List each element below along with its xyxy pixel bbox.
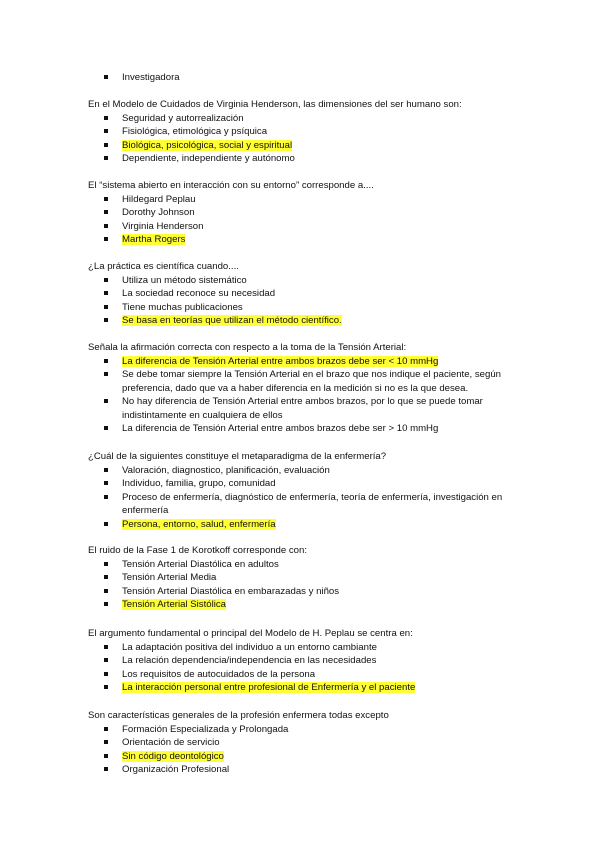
bullet-icon xyxy=(104,602,108,606)
list-item xyxy=(104,152,522,166)
option-list xyxy=(0,641,599,695)
bullet-icon xyxy=(104,522,108,526)
list-item xyxy=(104,220,522,234)
list-item xyxy=(104,464,522,478)
list-item xyxy=(104,395,522,422)
option-list xyxy=(0,112,599,166)
option-text-highlighted: Biológica, psicológica, social y espiritual xyxy=(122,139,293,151)
option-list xyxy=(0,464,599,532)
list-item xyxy=(104,125,522,139)
option-text: Hildegard Peplau xyxy=(122,193,196,205)
intro-list xyxy=(0,71,599,85)
option-text: Los requisitos de autocuidados de la persona xyxy=(122,668,316,680)
question-text: El ruido de la Fase 1 de Korotkoff corresponde con: xyxy=(88,545,308,556)
bullet-icon xyxy=(104,372,108,376)
bullet-icon xyxy=(104,399,108,403)
question-text: El “sistema abierto en interacción con su entorno” corresponde a.... xyxy=(88,180,374,191)
list-item xyxy=(104,681,522,695)
bullet-icon xyxy=(104,740,108,744)
bullet-icon xyxy=(104,754,108,758)
bullet-icon xyxy=(104,468,108,472)
bullet-icon xyxy=(104,291,108,295)
option-list xyxy=(0,723,599,777)
option-text: Utiliza un método sistemático xyxy=(122,274,247,286)
list-item xyxy=(104,206,522,220)
bullet-icon xyxy=(104,645,108,649)
list-item xyxy=(104,314,522,328)
option-text-highlighted: Tensión Arterial Sistólica xyxy=(122,599,226,610)
list-item xyxy=(104,287,522,301)
list-item xyxy=(104,723,522,737)
option-list xyxy=(0,558,599,612)
list-item xyxy=(104,477,522,491)
option-text: Se debe tomar siempre la Tensión Arterial en el brazo que nos indique el paciente, según preferencia, dado que va a haber diferencia en la medición si no es la que desea. xyxy=(122,369,502,394)
bullet-icon xyxy=(104,575,108,579)
bullet-icon xyxy=(104,767,108,771)
question-block-2 xyxy=(0,179,599,247)
option-text-highlighted: Martha Rogers xyxy=(122,234,186,245)
option-text-highlighted: Persona, entorno, salud, enfermería xyxy=(122,518,276,530)
question-block-1 xyxy=(0,98,599,166)
option-text: La sociedad reconoce su necesidad xyxy=(122,288,276,299)
option-text: Organización Profesional xyxy=(122,764,230,775)
bullet-icon xyxy=(104,727,108,731)
option-text-highlighted: Se basa en teorías que utilizan el método científico. xyxy=(122,315,342,326)
list-item xyxy=(104,736,522,750)
bullet-icon xyxy=(104,129,108,133)
bullet-icon xyxy=(104,116,108,120)
bullet-icon xyxy=(104,318,108,322)
question-text: El argumento fundamental o principal del Modelo de H. Peplau se centra en: xyxy=(88,628,413,639)
option-list xyxy=(0,193,599,247)
list-item xyxy=(104,585,522,599)
option-text: Investigadora xyxy=(122,72,180,83)
bullet-icon xyxy=(104,305,108,309)
list-item xyxy=(104,193,522,207)
list-item xyxy=(104,274,522,288)
option-text: La adaptación positiva del individuo a un entorno cambiante xyxy=(122,641,377,653)
option-text: Valoración, diagnostico, planificación, evaluación xyxy=(122,464,330,476)
bullet-icon xyxy=(104,481,108,485)
bullet-icon xyxy=(104,359,108,363)
question-block-7 xyxy=(0,627,599,695)
bullet-icon xyxy=(104,658,108,662)
option-text: Fisiológica, etimológica y psíquica xyxy=(122,126,268,137)
option-text: Virginia Henderson xyxy=(122,220,204,232)
list-item xyxy=(104,518,522,532)
option-text: Orientación de servicio xyxy=(122,737,220,748)
question-block-8 xyxy=(0,709,599,777)
list-item xyxy=(104,558,522,572)
list-item xyxy=(104,571,522,585)
option-list xyxy=(0,274,599,328)
option-text: La diferencia de Tensión Arterial entre ambos brazos debe ser > 10 mmHg xyxy=(122,423,439,434)
question-text: ¿Cuál de la siguientes constituye el metaparadigma de la enfermería? xyxy=(88,451,387,462)
option-text: Dorothy Johnson xyxy=(122,207,195,218)
option-text: Tensión Arterial Diastólica en embarazadas y niños xyxy=(122,585,340,597)
list-item xyxy=(104,422,522,436)
question-block-3 xyxy=(0,260,599,328)
option-text-highlighted: La diferencia de Tensión Arterial entre ambos brazos debe ser < 10 mmHg xyxy=(122,355,439,367)
question-text: Son características generales de la profesión enfermera todas excepto xyxy=(88,710,389,721)
bullet-icon xyxy=(104,426,108,430)
option-text: Individuo, familia, grupo, comunidad xyxy=(122,478,276,489)
question-text: En el Modelo de Cuidados de Virginia Henderson, las dimensiones del ser humano son: xyxy=(88,99,462,110)
option-text: La relación dependencia/independencia en las necesidades xyxy=(122,655,377,666)
option-text: Formación Especializada y Prolongada xyxy=(122,723,289,735)
list-item xyxy=(104,491,522,518)
option-text: Tiene muchas publicaciones xyxy=(122,301,243,313)
bullet-icon xyxy=(104,672,108,676)
question-block-6 xyxy=(0,544,599,612)
option-text: No hay diferencia de Tensión Arterial entre ambos brazos, por lo que se puede tomar indistintamente en cualquiera de ellos xyxy=(122,396,483,421)
list-item xyxy=(104,641,522,655)
list-item xyxy=(104,301,522,315)
intro-block xyxy=(0,71,599,85)
list-item xyxy=(104,763,522,777)
bullet-icon xyxy=(104,143,108,147)
list-item xyxy=(104,668,522,682)
list-item xyxy=(104,139,522,153)
bullet-icon xyxy=(104,197,108,201)
option-text-highlighted: La interacción personal entre profesional de Enfermería y el paciente xyxy=(122,682,416,693)
bullet-icon xyxy=(104,210,108,214)
bullet-icon xyxy=(104,237,108,241)
list-item xyxy=(104,112,522,126)
option-text: Tensión Arterial Media xyxy=(122,572,217,583)
bullet-icon xyxy=(104,589,108,593)
option-text-highlighted: Sin código deontológico xyxy=(122,750,224,762)
bullet-icon xyxy=(104,75,108,79)
bullet-icon xyxy=(104,495,108,499)
question-block-4 xyxy=(0,341,599,436)
option-text: Tensión Arterial Diastólica en adultos xyxy=(122,558,279,570)
list-item xyxy=(104,71,522,85)
option-list xyxy=(0,355,599,436)
bullet-icon xyxy=(104,278,108,282)
list-item xyxy=(104,368,522,395)
question-text: ¿La práctica es científica cuando.... xyxy=(88,261,239,272)
bullet-icon xyxy=(104,562,108,566)
bullet-icon xyxy=(104,685,108,689)
list-item xyxy=(104,654,522,668)
bullet-icon xyxy=(104,224,108,228)
list-item xyxy=(104,750,522,764)
question-text: Señala la afirmación correcta con respecto a la toma de la Tensión Arterial: xyxy=(88,342,407,353)
bullet-icon xyxy=(104,156,108,160)
list-item xyxy=(104,598,522,612)
option-text: Seguridad y autorrealización xyxy=(122,112,244,124)
list-item xyxy=(104,355,522,369)
option-text: Dependiente, independiente y autónomo xyxy=(122,153,295,164)
question-block-5 xyxy=(0,450,599,531)
option-text: Proceso de enfermería, diagnóstico de enfermería, teoría de enfermería, investigación en enfermería xyxy=(122,491,503,516)
list-item xyxy=(104,233,522,247)
